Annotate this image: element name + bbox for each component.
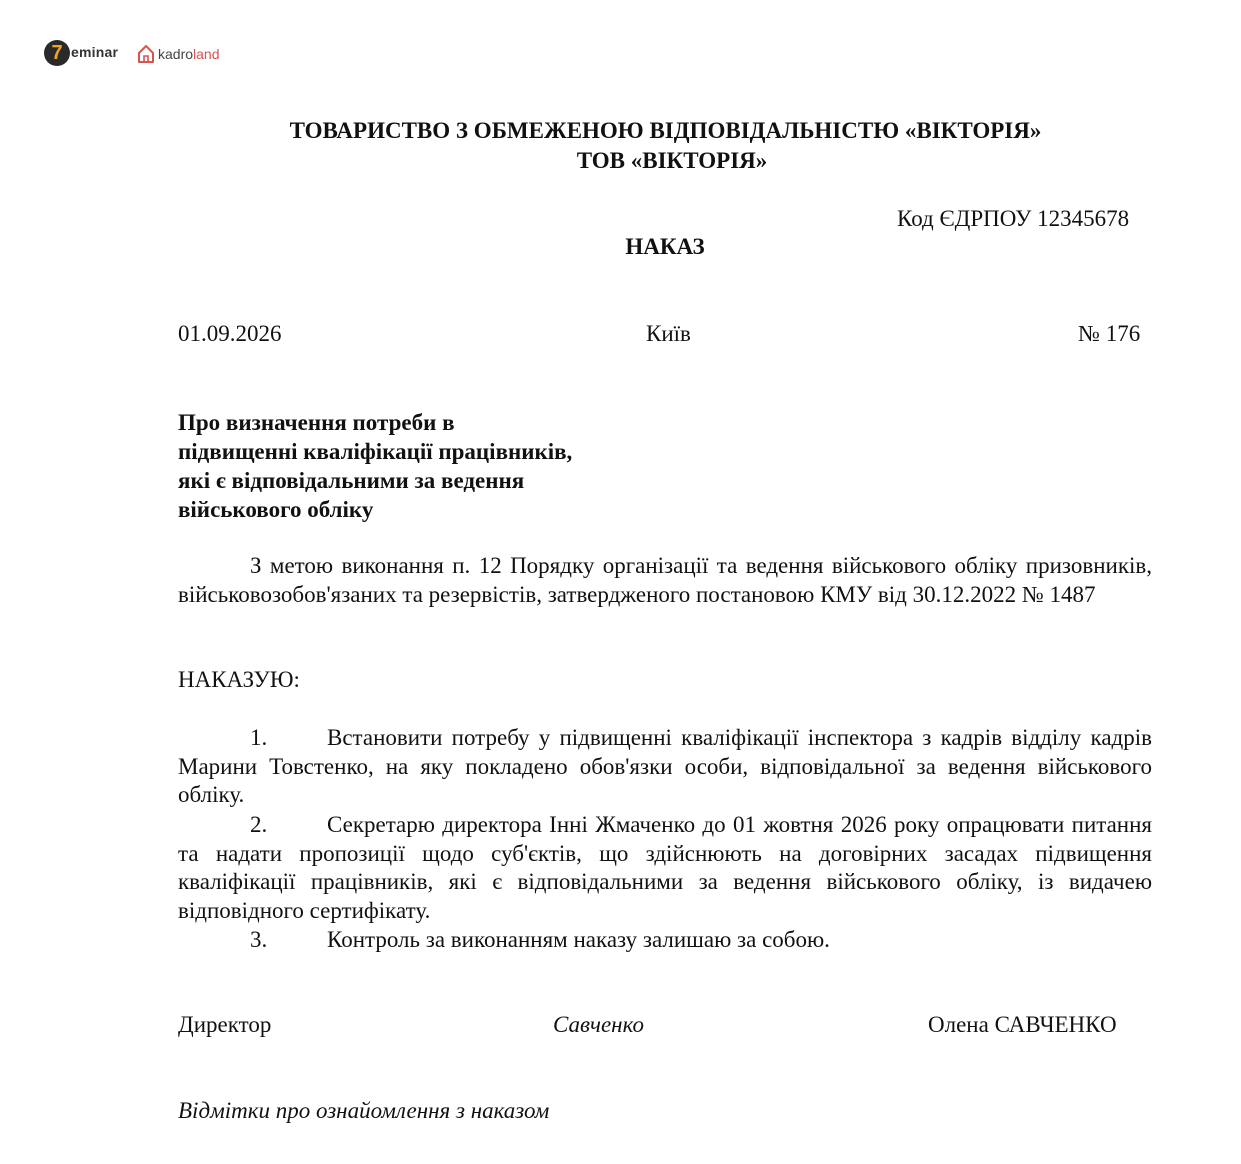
kadroland-house-icon [137,44,155,64]
acknowledgement-note: Відмітки про ознайомлення з наказом [178,1098,550,1123]
preamble-text: З метою виконання п. 12 Порядку організації та ведення військового обліку призовників, військовозобов'язаних та резервістів, затвердженого постановою КМУ від 30.12.2022 № 1487 [178,553,1152,607]
subject-line: які є відповідальними за ведення [178,468,525,493]
order-number: № 176 [1078,321,1141,346]
order-city: Київ [646,321,691,346]
order-item-number: 1. [250,725,268,750]
kadroland-logo-main: kadro [158,46,194,62]
order-item [178,926,1152,955]
company-full-name: ТОВАРИСТВО З ОБМЕЖЕНОЮ ВІДПОВІДАЛЬНІСТЮ «ВІКТОРІЯ» [289,118,1042,143]
seminar-logo-icon [44,40,70,66]
company-short-name: ТОВ «ВІКТОРІЯ» [576,148,768,173]
preamble-paragraph [178,552,1152,609]
order-item-number: 2. [250,812,268,837]
subject-line: Про визначення потреби в [178,410,455,435]
order-subject [178,408,638,524]
subject-line: військового обліку [178,497,374,522]
kadroland-logo-text [158,46,220,62]
order-item [178,811,1152,925]
seminar-logo-text: eminar [71,44,119,60]
seminar-logo-digit: 7 [51,41,63,64]
order-directive: НАКАЗУЮ: [178,667,300,692]
order-item [178,724,1152,810]
order-item-text: Контроль за виконанням наказу залишаю за собою. [327,927,830,952]
document-title: НАКАЗ [625,234,705,259]
signature: Савченко [553,1012,644,1037]
edrpou-code: Код ЄДРПОУ 12345678 [897,206,1130,231]
signatory-name: Олена САВЧЕНКО [928,1012,1117,1037]
order-date: 01.09.2026 [178,321,282,346]
order-item-number: 3. [250,927,268,952]
kadroland-logo-accent: land [193,46,220,62]
order-item-text: Секретарю директора Інні Жмаченко до 01 жовтня 2026 року опрацювати питання та надати пропозиції щодо суб'єктів, що здійснюють на договірних засадах підвищення кваліфікації працівників, які є відповідальними за ведення військового обліку, із видачею відповідного сертифікату. [178,812,1152,923]
order-item-text: Встановити потребу у підвищенні кваліфікації інспектора з кадрів відділу кадрів Марини Товстенко, на яку покладено обов'язки особи, відповідальної за ведення військового обліку. [178,725,1152,807]
signatory-position: Директор [178,1012,272,1037]
subject-line: підвищенні кваліфікації працівників, [178,439,573,464]
